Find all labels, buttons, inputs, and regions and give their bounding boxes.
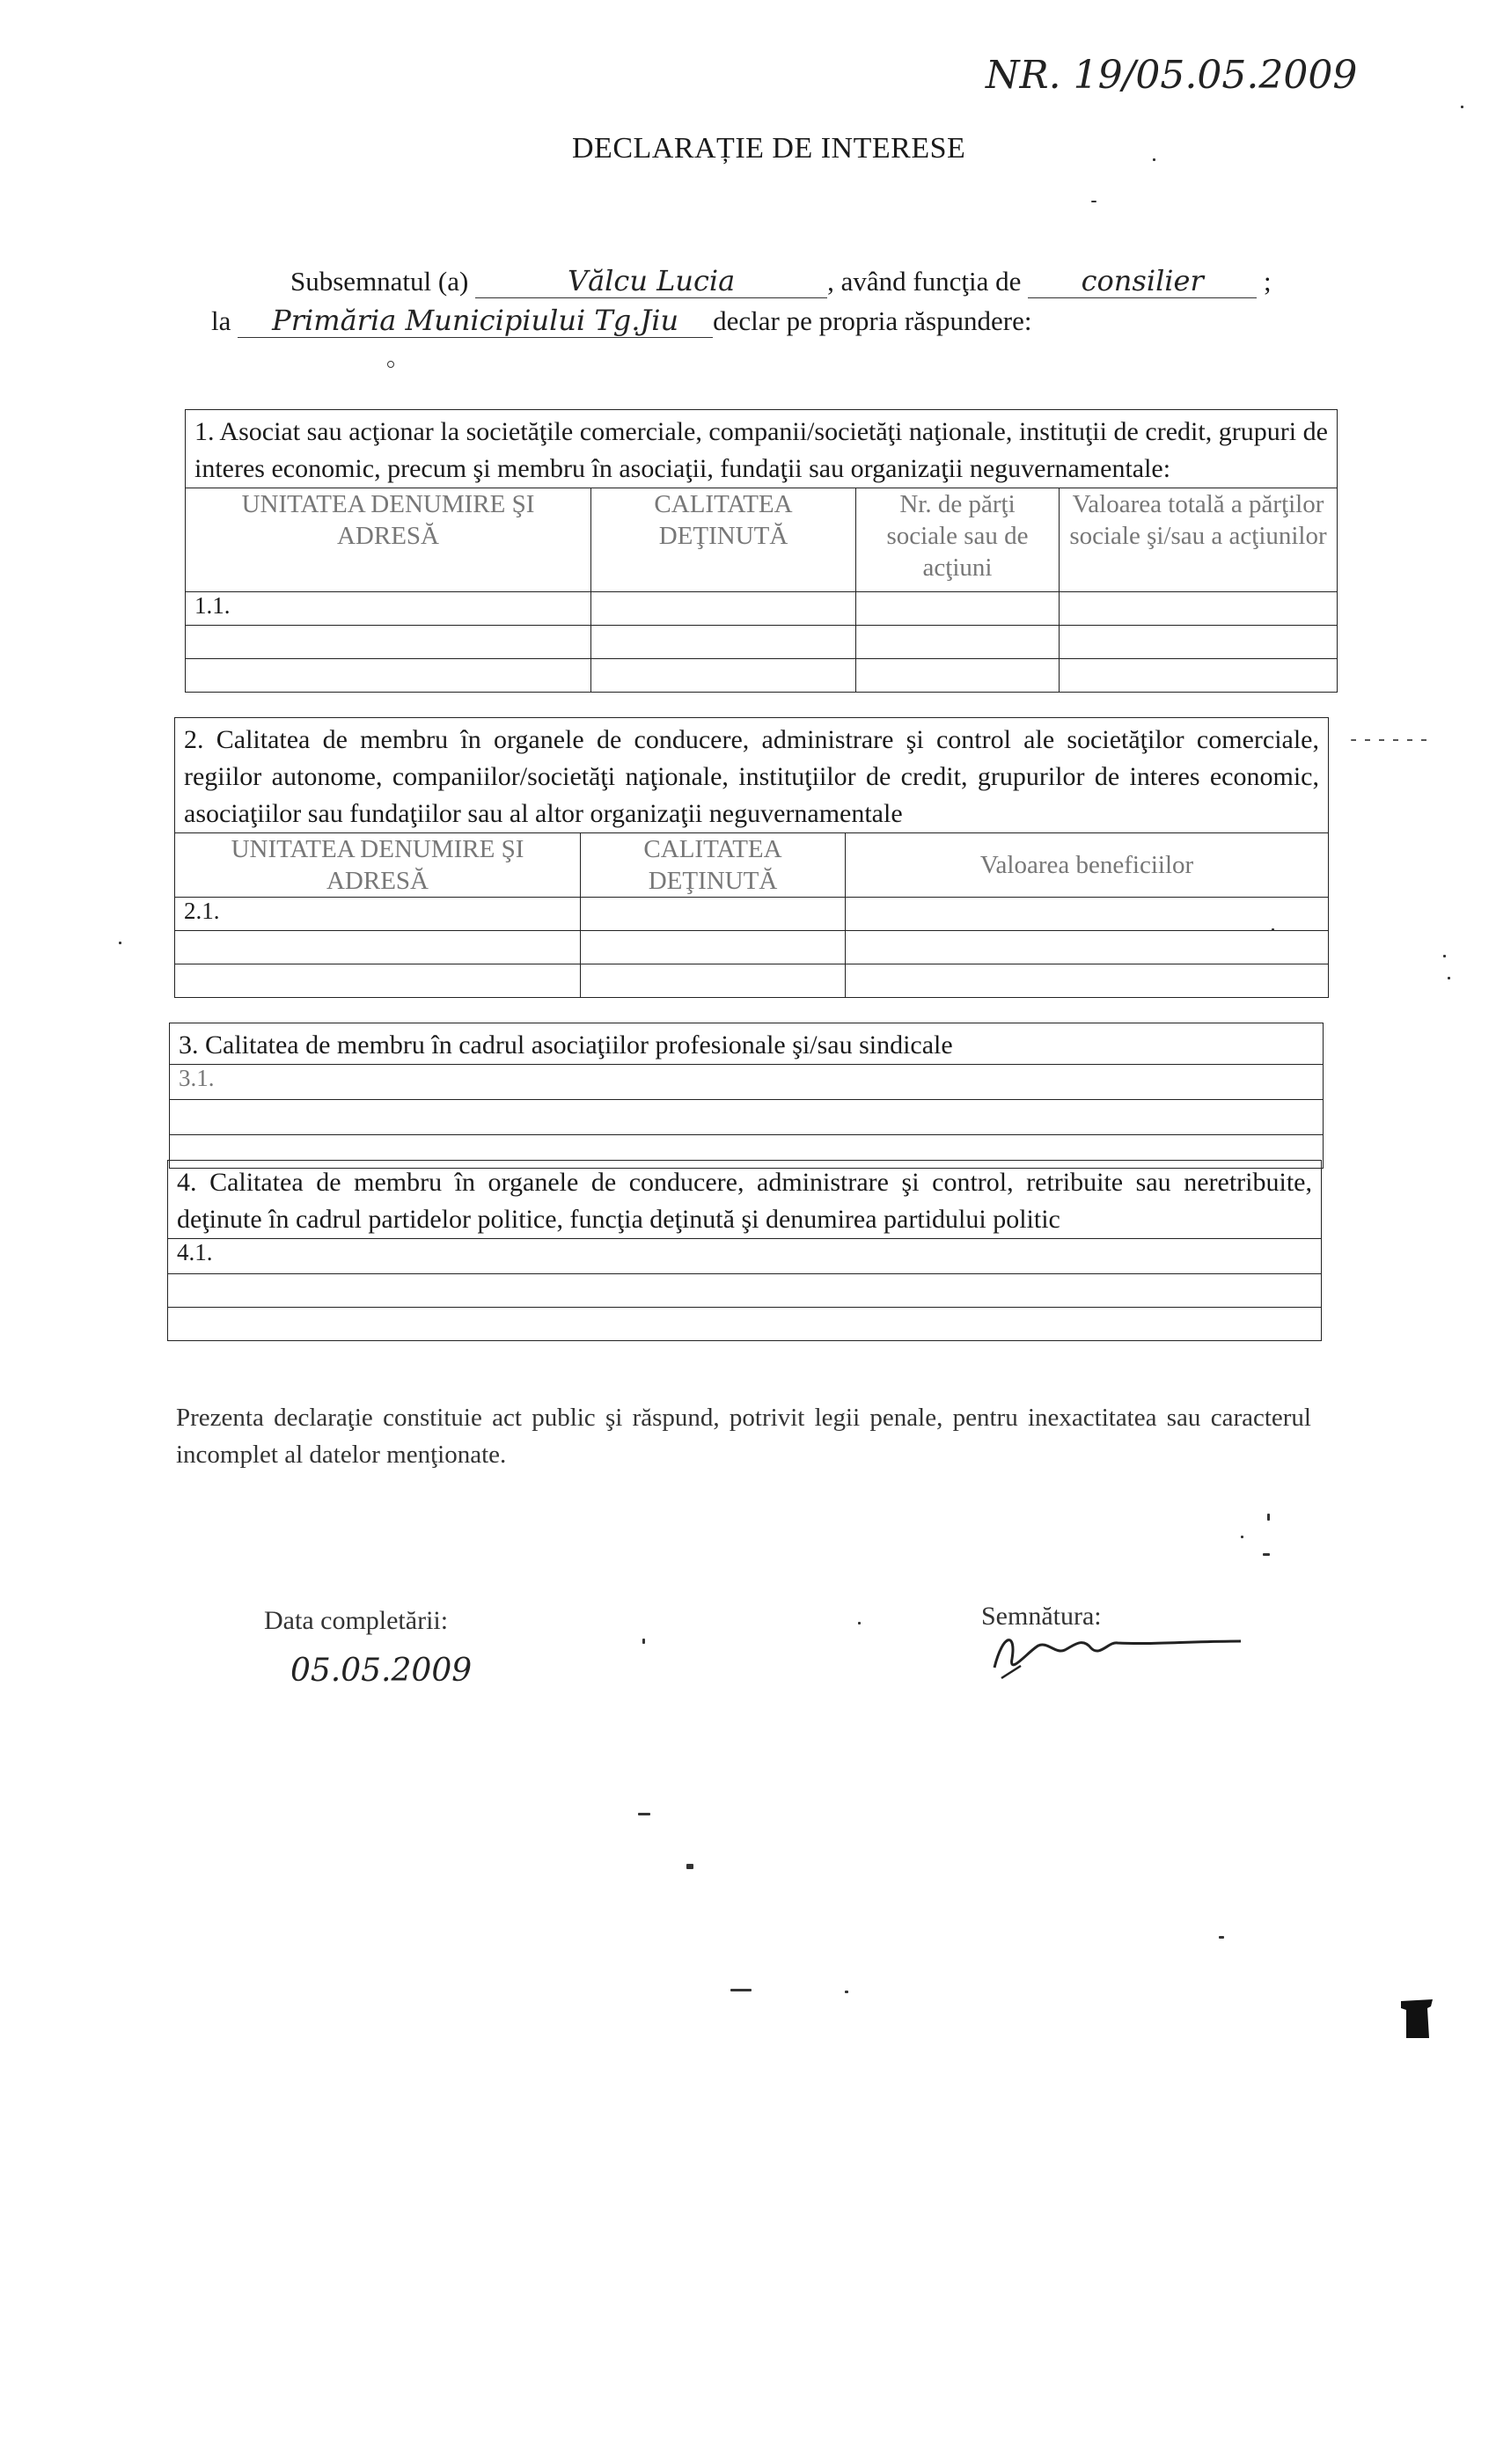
s2-cell <box>175 964 581 998</box>
s2-cell <box>846 964 1329 998</box>
s1-cell <box>856 659 1060 693</box>
scan-speck <box>1448 977 1450 979</box>
scan-speck <box>119 942 121 944</box>
scan-speck <box>1153 158 1155 161</box>
scan-speck <box>387 361 394 368</box>
s2-cell <box>846 931 1329 964</box>
s3-row-label: 3.1. <box>170 1065 1324 1100</box>
section-3-table <box>169 1023 1324 1169</box>
declar-label: declar pe propria răspundere: <box>713 305 1032 336</box>
s1-cell <box>591 659 856 693</box>
s1-col-calitatea: CALITATEA DEŢINUTĂ <box>591 488 856 592</box>
scan-speck <box>1219 1936 1224 1939</box>
date-value: 05.05.2009 <box>290 1653 473 1689</box>
intro-line-1: Subsemnatul (a) Vălcu Lucia , având funcţia de consilier ; <box>290 264 1272 297</box>
s2-cell <box>581 931 846 964</box>
scan-artifact-blob <box>1399 1998 1434 2040</box>
s1-cell <box>186 626 591 659</box>
scan-speck <box>845 1991 848 1993</box>
s1-col-valoarea: Valoarea totală a părţilor sociale şi/sau a acţiunilor <box>1060 488 1338 592</box>
s3-cell <box>170 1100 1324 1135</box>
s1-cell <box>1060 626 1338 659</box>
s1-cell <box>1060 659 1338 693</box>
scan-speck <box>1351 739 1430 741</box>
s2-cell <box>175 931 581 964</box>
scan-speck <box>1443 955 1446 957</box>
scan-speck <box>1091 201 1096 202</box>
scan-speck <box>638 1813 650 1815</box>
s4-cell <box>168 1274 1322 1308</box>
handwritten-signature <box>977 1615 1258 1685</box>
signature-label: Semnătura: <box>981 1602 1102 1631</box>
section-2-table <box>174 717 1329 998</box>
s2-cell <box>846 898 1329 931</box>
s1-cell <box>186 659 591 693</box>
date-label: Data completării: <box>264 1606 449 1635</box>
la-label: la <box>211 305 231 336</box>
s4-cell <box>168 1308 1322 1341</box>
scan-speck <box>730 1989 752 1991</box>
section-4-heading: 4. Calitatea de membru în organele de conducere, administrare şi control, retribuite sau neretribuite, deţinute în cadrul partidelor politice, funcţia deţinută şi denumirea partidului politic <box>168 1161 1322 1239</box>
s2-cell <box>581 898 846 931</box>
s1-col-unitatea: UNITATEA DENUMIRE ŞI ADRESĂ <box>186 488 591 592</box>
registration-number: NR. 19/05.05.2009 <box>986 53 1358 98</box>
section-1-table <box>185 409 1338 693</box>
subsemnatul-label: Subsemnatul (a) <box>290 266 469 297</box>
function-label: , având funcţia de <box>827 266 1022 297</box>
s1-cell <box>856 592 1060 626</box>
scan-speck <box>686 1864 693 1869</box>
scan-speck <box>1263 1553 1270 1556</box>
intro-line-2 <box>211 304 1031 338</box>
institution-name: Primăria Municipiului Tg.Jiu <box>238 304 713 338</box>
s2-col-valoarea: Valoarea beneficiilor <box>846 833 1329 898</box>
s2-col-calitatea: CALITATEA DEŢINUTĂ <box>581 833 846 898</box>
scan-speck <box>1241 1536 1243 1538</box>
s2-row-label: 2.1. <box>175 898 581 931</box>
declarant-function: consilier <box>1028 264 1257 298</box>
s2-cell <box>581 964 846 998</box>
scan-speck <box>1267 1514 1270 1521</box>
scan-speck <box>642 1639 645 1644</box>
s1-cell <box>591 626 856 659</box>
scan-speck <box>858 1622 861 1624</box>
scan-speck <box>1272 928 1274 931</box>
s1-row-label: 1.1. <box>186 592 591 626</box>
s2-col-unitatea: UNITATEA DENUMIRE ŞI ADRESĂ <box>175 833 581 898</box>
s1-cell <box>856 626 1060 659</box>
document-title: DECLARAȚIE DE INTERESE <box>572 132 966 165</box>
section-1-heading: 1. Asociat sau acţionar la societăţile comerciale, companii/societăţi naţionale, instituţii de credit, grupuri de interes economic, precum şi membru în asociaţii, fundaţii sau organizaţii neguvernamentale: <box>186 410 1338 488</box>
s1-cell <box>1060 592 1338 626</box>
s1-cell <box>591 592 856 626</box>
s4-row-label: 4.1. <box>168 1239 1322 1274</box>
scan-speck <box>1461 106 1463 108</box>
section-3-heading: 3. Calitatea de membru în cadrul asociaţiilor profesionale şi/sau sindicale <box>170 1023 1324 1065</box>
section-2-heading: 2. Calitatea de membru în organele de conducere, administrare şi control ale societăţilor comerciale, regiilor autonome, companiilor/societăţi naţionale, instituţiilor de credit, grupurilor de interes economic, asociaţiilor sau fundaţiilor sau al altor organizaţii neguvernamentale <box>175 718 1329 833</box>
s1-col-nr-parti: Nr. de părţi sociale sau de acţiuni <box>856 488 1060 592</box>
legal-statement: Prezenta declaraţie constituie act public şi răspund, potrivit legii penale, pentru inexactitatea sau caracterul incomplet al datelor menţionate. <box>176 1404 1311 1469</box>
section-4-table <box>167 1160 1322 1341</box>
declarant-name: Vălcu Lucia <box>475 264 827 298</box>
